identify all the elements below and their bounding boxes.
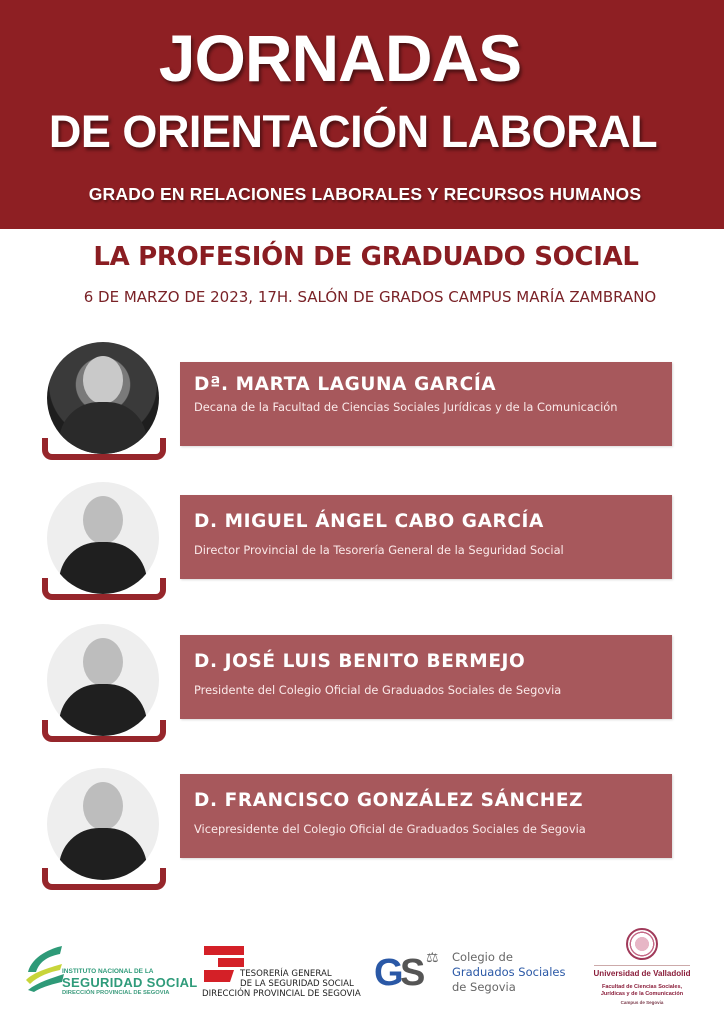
cgs-mark-g: G bbox=[374, 952, 401, 994]
uva-faculty1: Facultad de Ciencias Sociales, bbox=[601, 984, 683, 990]
speaker-card bbox=[180, 635, 672, 719]
title-jornadas: JORNADAS bbox=[158, 21, 522, 95]
uva-campus: Campus de Segovia bbox=[620, 1000, 664, 1005]
event-title: LA PROFESIÓN DE GRADUADO SOCIAL bbox=[93, 242, 639, 272]
speaker-role: Decana de la Facultad de Ciencias Sociales Jurídicas y de la Comunicación bbox=[194, 400, 618, 414]
photo-head-shape bbox=[83, 782, 123, 830]
uva-faculty2: Jurídicas y de la Comunicación bbox=[600, 991, 684, 997]
speaker-role: Director Provincial de la Tesorería General de la Seguridad Social bbox=[194, 543, 564, 557]
logo-colegio-graduados bbox=[374, 946, 564, 996]
photo-head-shape bbox=[83, 496, 123, 544]
photo-head-shape bbox=[83, 356, 123, 404]
speaker-role: Presidente del Colegio Oficial de Graduados Sociales de Segovia bbox=[194, 683, 562, 697]
speaker-name: D. FRANCISCO GONZÁLEZ SÁNCHEZ bbox=[194, 790, 584, 811]
bracket-decoration bbox=[42, 578, 166, 600]
speaker-card bbox=[180, 495, 672, 579]
speaker-name: Dª. MARTA LAGUNA GARCÍA bbox=[194, 374, 497, 395]
speaker-role: Vicepresidente del Colegio Oficial de Graduados Sociales de Segovia bbox=[194, 822, 586, 836]
tgss-line2: DE LA SEGURIDAD SOCIAL bbox=[240, 979, 354, 989]
cgs-line3: de Segovia bbox=[452, 980, 516, 994]
header-banner bbox=[0, 0, 724, 229]
cgs-line2: Graduados Sociales bbox=[452, 965, 566, 979]
inss-line1: INSTITUTO NACIONAL DE LA bbox=[62, 968, 154, 975]
cgs-mark-s: S bbox=[400, 952, 426, 994]
tgss-mark-icon bbox=[204, 946, 244, 984]
speaker-entry bbox=[0, 616, 724, 756]
speaker-photo bbox=[47, 768, 159, 880]
inss-line3: DIRECCIÓN PROVINCIAL DE SEGOVIA bbox=[62, 990, 170, 996]
cgs-line1: Colegio de bbox=[452, 950, 513, 964]
inss-swoosh-icon bbox=[22, 942, 66, 992]
speaker-name: D. MIGUEL ÁNGEL CABO GARCÍA bbox=[194, 511, 544, 532]
scale-icon: ⚖ bbox=[426, 949, 439, 965]
inss-line2: SEGURIDAD SOCIAL bbox=[62, 975, 198, 990]
photo-head-shape bbox=[83, 638, 123, 686]
tgss-line1: TESORERÍA GENERAL bbox=[240, 969, 332, 979]
speaker-name: D. JOSÉ LUIS BENITO BERMEJO bbox=[194, 651, 526, 672]
uva-divider bbox=[594, 965, 690, 966]
bracket-decoration bbox=[42, 720, 166, 742]
uva-name: Universidad de Valladolid bbox=[593, 969, 691, 978]
title-orientacion-laboral: DE ORIENTACIÓN LABORAL bbox=[48, 106, 658, 157]
speaker-card bbox=[180, 774, 672, 858]
speaker-card bbox=[180, 362, 672, 446]
event-date-location: 6 DE MARZO DE 2023, 17H. SALÓN DE GRADOS CAMPUS MARÍA ZAMBRANO bbox=[83, 288, 657, 306]
logo-uva bbox=[592, 928, 692, 1010]
speaker-entry bbox=[0, 476, 724, 616]
degree-subtitle: GRADO EN RELACIONES LABORALES Y RECURSOS HUMANOS bbox=[88, 184, 642, 204]
speaker-entry bbox=[0, 756, 724, 896]
bracket-decoration bbox=[42, 868, 166, 890]
logo-inss bbox=[22, 942, 198, 1002]
bracket-decoration bbox=[42, 438, 166, 460]
uva-seal-icon bbox=[626, 928, 658, 960]
speaker-entry bbox=[0, 336, 724, 476]
logo-tgss bbox=[196, 946, 361, 1002]
tgss-line3: DIRECCIÓN PROVINCIAL DE SEGOVIA bbox=[202, 989, 361, 999]
